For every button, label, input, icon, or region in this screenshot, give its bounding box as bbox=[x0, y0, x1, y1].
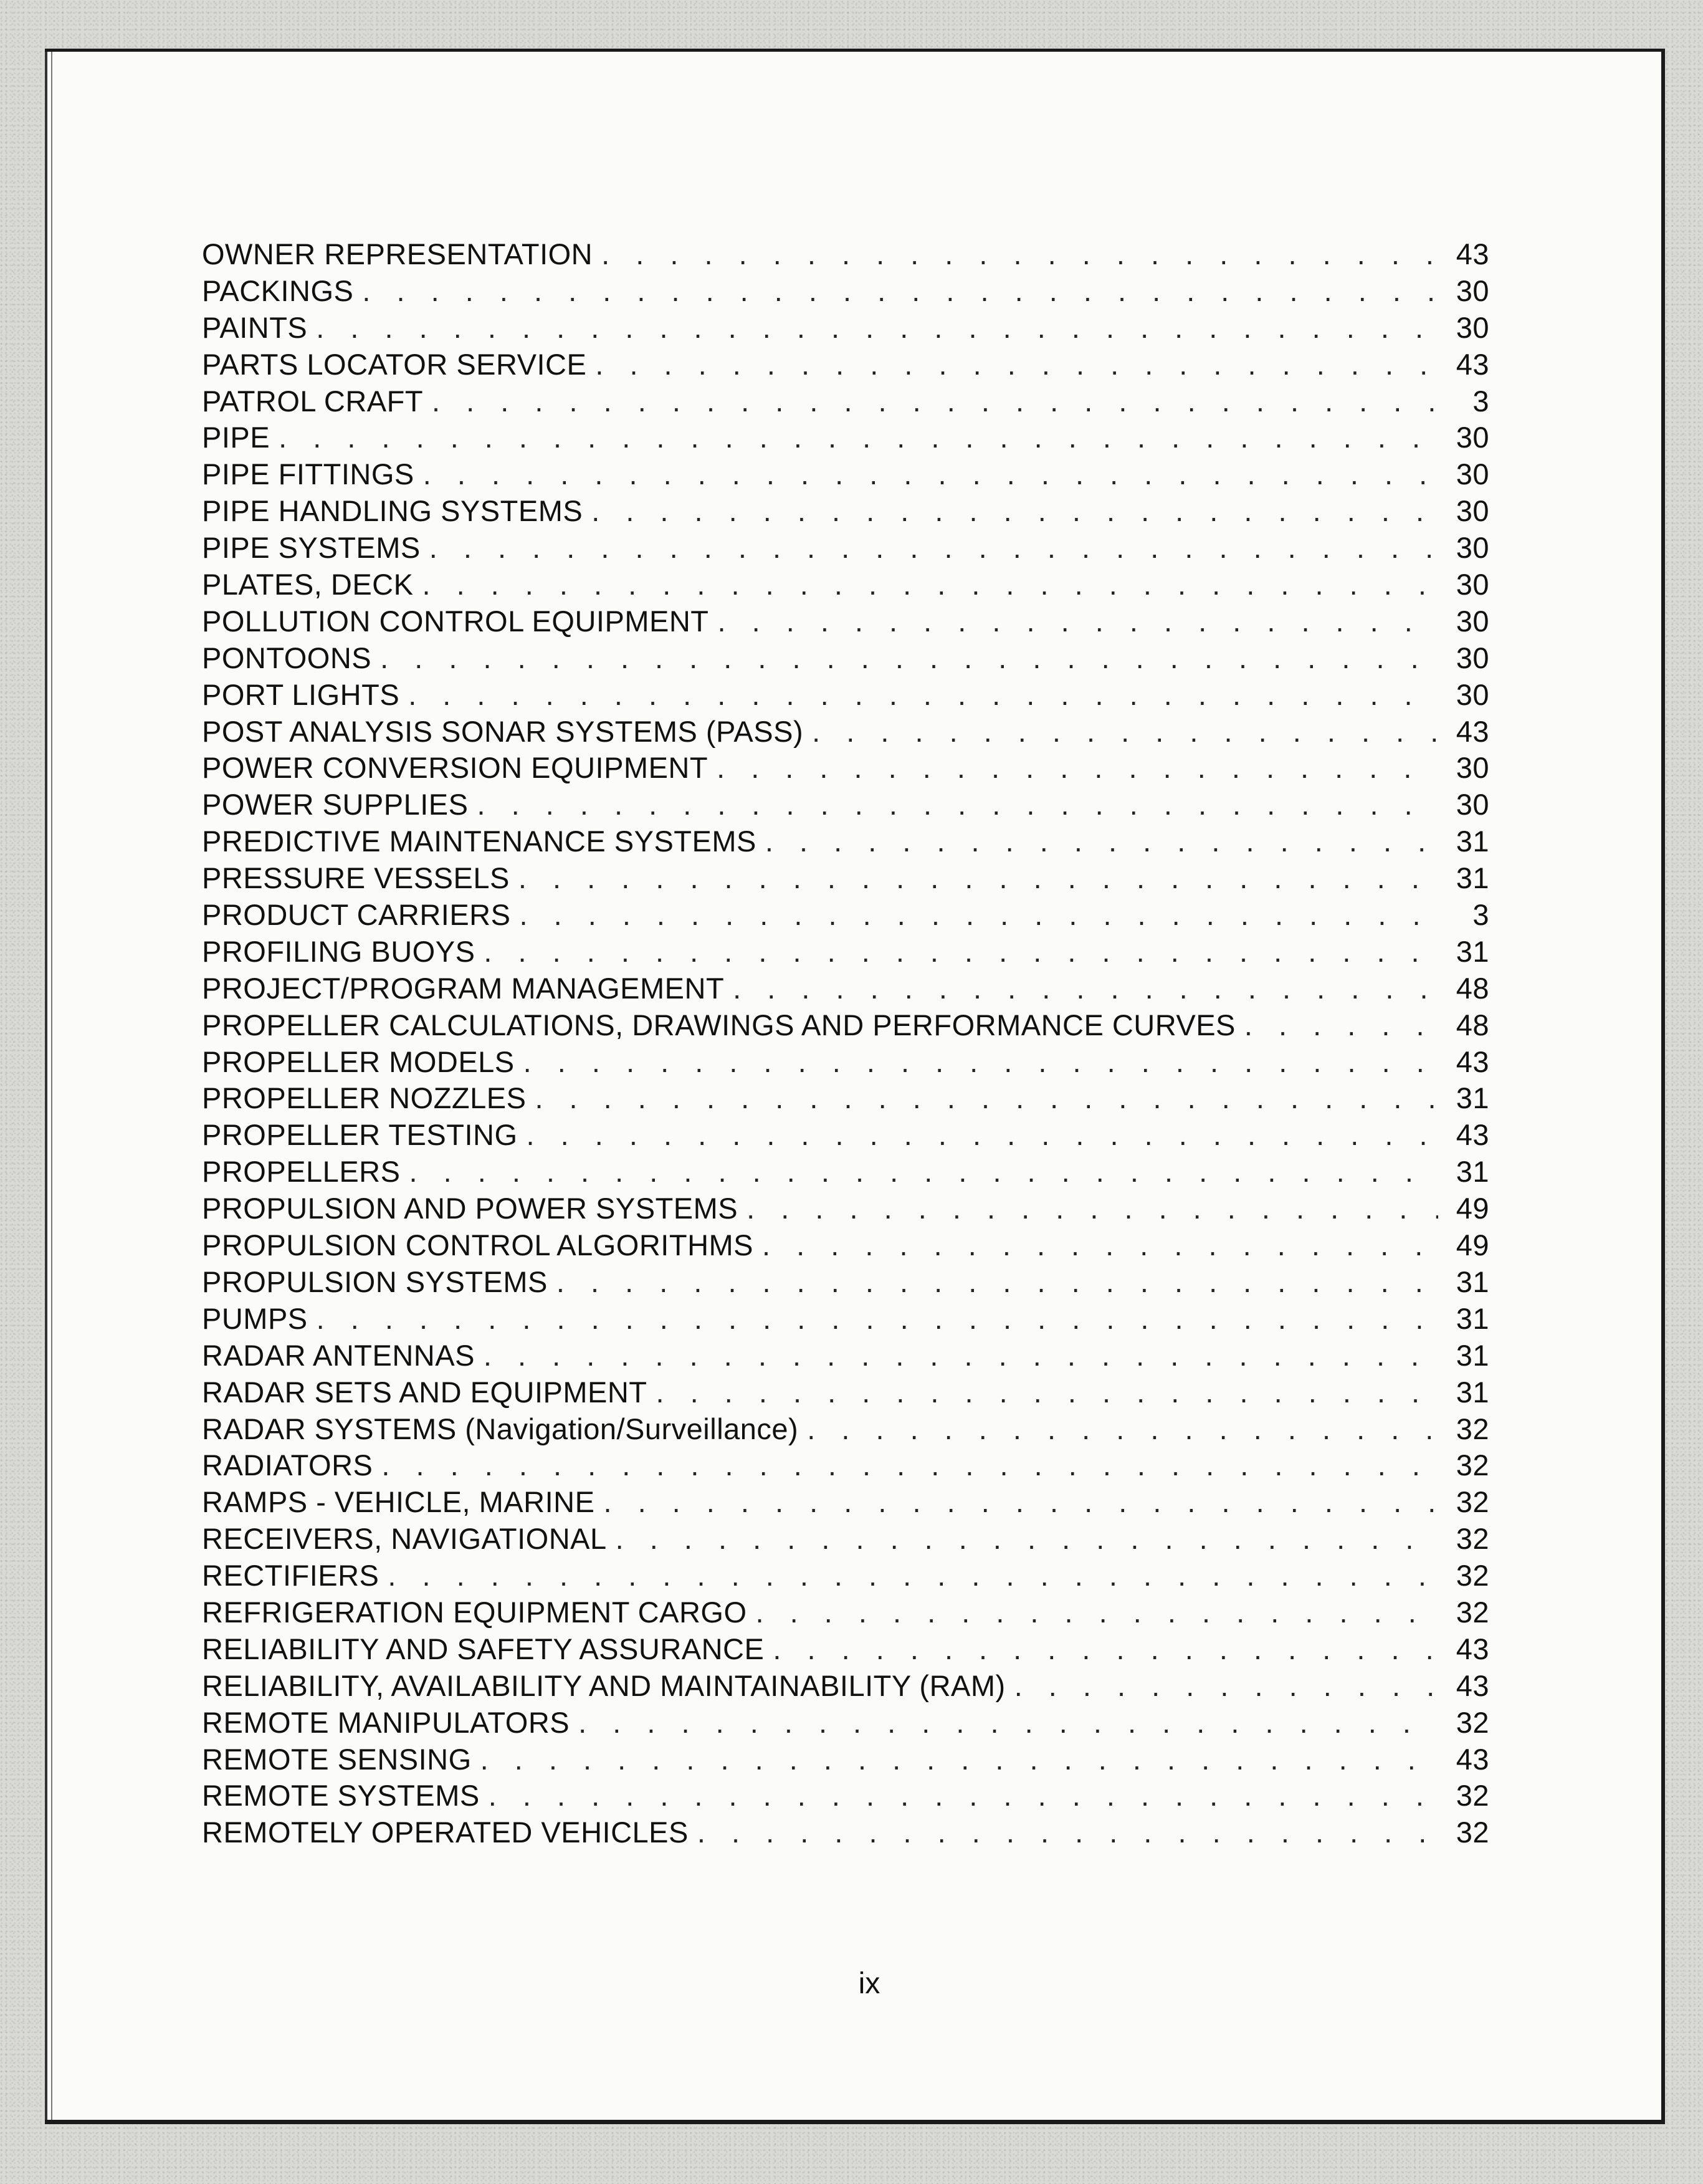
page-number: ix bbox=[858, 1967, 880, 2000]
index-entry-page-number: 32 bbox=[1456, 1595, 1489, 1629]
index-entry bbox=[202, 934, 1489, 970]
page-binding-edge bbox=[45, 52, 52, 2120]
index-entry-label: REMOTE SENSING bbox=[202, 1742, 472, 1776]
index-entry bbox=[202, 823, 1489, 860]
index-entry-label: PROPULSION SYSTEMS bbox=[202, 1265, 548, 1298]
index-entry-label: PUMPS bbox=[202, 1301, 308, 1335]
dot-leader bbox=[317, 1301, 1438, 1338]
index-entry bbox=[202, 236, 1489, 273]
dot-leader bbox=[616, 1521, 1438, 1558]
index-entry-page-number: 32 bbox=[1456, 1779, 1489, 1813]
index-entry bbox=[202, 419, 1489, 456]
index-entry bbox=[202, 1190, 1489, 1227]
index-entry bbox=[202, 567, 1489, 603]
dot-leader bbox=[380, 640, 1438, 677]
index-entry-label: RECTIFIERS bbox=[202, 1559, 379, 1593]
index-entry bbox=[202, 1631, 1489, 1668]
dot-leader bbox=[484, 934, 1438, 970]
index-entry-page-number: 30 bbox=[1456, 531, 1489, 565]
dot-leader bbox=[578, 1705, 1438, 1741]
dot-leader bbox=[523, 1044, 1438, 1081]
dot-leader bbox=[733, 970, 1438, 1007]
index-entry-label: PARTS LOCATOR SERVICE bbox=[202, 347, 587, 381]
index-entry-label: PLATES, DECK bbox=[202, 568, 414, 601]
index-entry-page-number: 48 bbox=[1456, 1008, 1489, 1042]
index-entry-label: PROPELLERS bbox=[202, 1155, 401, 1189]
index-entry-label: REFRIGERATION EQUIPMENT CARGO bbox=[202, 1595, 747, 1629]
document-page bbox=[45, 49, 1665, 2124]
index-entry bbox=[202, 1154, 1489, 1190]
dot-leader bbox=[519, 897, 1438, 934]
dot-leader bbox=[807, 1411, 1438, 1448]
index-entry-page-number: 32 bbox=[1456, 1816, 1489, 1849]
dot-leader bbox=[556, 1264, 1438, 1301]
index-list bbox=[202, 236, 1489, 1851]
index-entry-label: PROPELLER TESTING bbox=[202, 1118, 518, 1152]
index-entry bbox=[202, 1594, 1489, 1631]
index-entry-label: RECEIVERS, NAVIGATIONAL bbox=[202, 1522, 607, 1556]
index-entry-label: PROPELLER NOZZLES bbox=[202, 1081, 527, 1115]
dot-leader bbox=[656, 1374, 1439, 1411]
dot-leader bbox=[388, 1558, 1438, 1594]
dot-leader bbox=[489, 1778, 1438, 1814]
index-entry bbox=[202, 750, 1489, 787]
index-entry bbox=[202, 640, 1489, 677]
index-entry-label: RELIABILITY AND SAFETY ASSURANCE bbox=[202, 1632, 765, 1665]
index-entry-page-number: 43 bbox=[1456, 237, 1489, 271]
index-entry bbox=[202, 1227, 1489, 1264]
index-entry-label: RADAR SETS AND EQUIPMENT bbox=[202, 1375, 647, 1409]
index-entry-label: PORT LIGHTS bbox=[202, 678, 400, 711]
index-entry-label: PROPULSION AND POWER SYSTEMS bbox=[202, 1192, 738, 1225]
dot-leader bbox=[432, 383, 1438, 420]
index-entry-page-number: 32 bbox=[1456, 1522, 1489, 1556]
index-entry bbox=[202, 714, 1489, 750]
index-entry bbox=[202, 787, 1489, 823]
index-entry bbox=[202, 1668, 1489, 1705]
dot-leader bbox=[765, 823, 1438, 860]
index-entry-label: OWNER REPRESENTATION bbox=[202, 237, 593, 271]
index-entry bbox=[202, 1558, 1489, 1594]
index-entry-page-number: 31 bbox=[1456, 1301, 1489, 1335]
index-entry-page-number: 31 bbox=[1456, 825, 1489, 858]
dot-leader bbox=[423, 456, 1438, 493]
index-entry-label: PIPE bbox=[202, 421, 270, 454]
index-entry-page-number: 31 bbox=[1456, 1155, 1489, 1189]
index-entry bbox=[202, 1411, 1489, 1448]
index-entry-label: PROJECT/PROGRAM MANAGEMENT bbox=[202, 971, 725, 1005]
index-entry bbox=[202, 970, 1489, 1007]
index-entry-label: POST ANALYSIS SONAR SYSTEMS (PASS) bbox=[202, 714, 804, 748]
index-entry-page-number: 30 bbox=[1456, 751, 1489, 785]
dot-leader bbox=[535, 1080, 1438, 1117]
dot-leader bbox=[362, 273, 1438, 310]
index-entry-page-number: 43 bbox=[1456, 347, 1489, 381]
index-entry bbox=[202, 1338, 1489, 1374]
index-entry bbox=[202, 1705, 1489, 1741]
index-entry-page-number: 30 bbox=[1456, 788, 1489, 821]
index-entry-page-number: 32 bbox=[1456, 1485, 1489, 1519]
index-entry-label: PROPULSION CONTROL ALGORITHMS bbox=[202, 1228, 754, 1262]
dot-leader bbox=[279, 419, 1438, 456]
index-entry-page-number: 31 bbox=[1456, 1338, 1489, 1372]
index-entry-page-number: 30 bbox=[1456, 457, 1489, 491]
index-entry-label: RADIATORS bbox=[202, 1449, 373, 1482]
index-entry bbox=[202, 1264, 1489, 1301]
index-entry-page-number: 32 bbox=[1456, 1412, 1489, 1445]
index-entry-label: POLLUTION CONTROL EQUIPMENT bbox=[202, 604, 709, 638]
index-entry bbox=[202, 677, 1489, 714]
index-entry-page-number: 49 bbox=[1456, 1228, 1489, 1262]
dot-leader bbox=[762, 1227, 1438, 1264]
index-entry bbox=[202, 383, 1489, 420]
index-entry-page-number: 43 bbox=[1456, 714, 1489, 748]
index-entry-page-number: 32 bbox=[1456, 1449, 1489, 1482]
index-entry bbox=[202, 530, 1489, 567]
index-entry-label: PIPE SYSTEMS bbox=[202, 531, 421, 565]
index-entry bbox=[202, 1007, 1489, 1044]
dot-leader bbox=[697, 1814, 1438, 1851]
index-entry-page-number: 30 bbox=[1456, 604, 1489, 638]
dot-leader bbox=[429, 530, 1438, 567]
index-entry bbox=[202, 1447, 1489, 1484]
index-entry bbox=[202, 456, 1489, 493]
index-entry-label: PIPE HANDLING SYSTEMS bbox=[202, 494, 583, 528]
dot-leader bbox=[381, 1447, 1438, 1484]
index-entry bbox=[202, 860, 1489, 897]
index-entry bbox=[202, 347, 1489, 383]
dot-leader bbox=[812, 714, 1438, 750]
index-entry bbox=[202, 1814, 1489, 1851]
index-entry-label: PROFILING BUOYS bbox=[202, 934, 475, 968]
dot-leader bbox=[756, 1594, 1439, 1631]
index-entry-page-number: 49 bbox=[1456, 1192, 1489, 1225]
dot-leader bbox=[527, 1117, 1439, 1154]
index-entry-label: POWER SUPPLIES bbox=[202, 788, 469, 821]
index-entry-label: REMOTE SYSTEMS bbox=[202, 1779, 480, 1813]
index-entry-label: PROPELLER MODELS bbox=[202, 1045, 515, 1078]
index-entry bbox=[202, 603, 1489, 640]
dot-leader bbox=[591, 493, 1438, 530]
index-entry-page-number: 32 bbox=[1456, 1559, 1489, 1593]
index-entry-page-number: 30 bbox=[1456, 568, 1489, 601]
index-entry bbox=[202, 1521, 1489, 1558]
index-entry-label: RADAR ANTENNAS bbox=[202, 1338, 475, 1372]
index-entry-page-number: 43 bbox=[1456, 1045, 1489, 1078]
index-entry bbox=[202, 273, 1489, 310]
index-entry-label: RADAR SYSTEMS (Navigation/Surveillance) bbox=[202, 1412, 799, 1445]
index-entry-page-number: 3 bbox=[1472, 384, 1489, 418]
index-entry-label: PRESSURE VESSELS bbox=[202, 861, 510, 895]
index-entry bbox=[202, 897, 1489, 934]
index-entry-label: REMOTE MANIPULATORS bbox=[202, 1705, 570, 1739]
index-entry-page-number: 31 bbox=[1456, 934, 1489, 968]
index-entry-page-number: 31 bbox=[1456, 1375, 1489, 1409]
index-entry-page-number: 30 bbox=[1456, 421, 1489, 454]
dot-leader bbox=[477, 787, 1439, 823]
index-entry-page-number: 30 bbox=[1456, 274, 1489, 307]
dot-leader bbox=[717, 603, 1438, 640]
dot-leader bbox=[595, 347, 1438, 383]
index-entry-page-number: 31 bbox=[1456, 861, 1489, 895]
index-entry-page-number: 3 bbox=[1472, 898, 1489, 932]
index-entry-label: RAMPS - VEHICLE, MARINE bbox=[202, 1485, 595, 1519]
index-entry-page-number: 30 bbox=[1456, 641, 1489, 674]
index-entry bbox=[202, 493, 1489, 530]
index-entry bbox=[202, 1741, 1489, 1778]
index-entry-label: PRODUCT CARRIERS bbox=[202, 898, 511, 932]
index-entry-page-number: 48 bbox=[1456, 971, 1489, 1005]
index-entry bbox=[202, 1044, 1489, 1081]
dot-leader bbox=[773, 1631, 1438, 1668]
dot-leader bbox=[409, 1154, 1438, 1190]
dot-leader bbox=[717, 750, 1438, 787]
dot-leader bbox=[316, 310, 1438, 347]
dot-leader bbox=[601, 236, 1438, 273]
dot-leader bbox=[408, 677, 1438, 714]
index-entry-label: POWER CONVERSION EQUIPMENT bbox=[202, 751, 708, 785]
index-entry-label: PAINTS bbox=[202, 310, 308, 344]
index-entry bbox=[202, 1301, 1489, 1338]
index-entry-page-number: 31 bbox=[1456, 1265, 1489, 1298]
dot-leader bbox=[1244, 1007, 1438, 1044]
index-entry-page-number: 43 bbox=[1456, 1118, 1489, 1152]
index-entry-label: PACKINGS bbox=[202, 274, 354, 307]
index-entry-page-number: 30 bbox=[1456, 678, 1489, 711]
index-entry bbox=[202, 1117, 1489, 1154]
index-entry-label: PREDICTIVE MAINTENANCE SYSTEMS bbox=[202, 825, 756, 858]
index-entry bbox=[202, 1080, 1489, 1117]
index-entry-page-number: 43 bbox=[1456, 1669, 1489, 1702]
index-entry-page-number: 31 bbox=[1456, 1081, 1489, 1115]
dot-leader bbox=[1014, 1668, 1438, 1705]
dot-leader bbox=[747, 1190, 1438, 1227]
dot-leader bbox=[480, 1741, 1438, 1778]
index-entry bbox=[202, 310, 1489, 347]
dot-leader bbox=[484, 1338, 1438, 1374]
index-entry-label: PIPE FITTINGS bbox=[202, 457, 414, 491]
index-entry-page-number: 43 bbox=[1456, 1632, 1489, 1665]
index-entry bbox=[202, 1374, 1489, 1411]
index-entry-label: REMOTELY OPERATED VEHICLES bbox=[202, 1816, 689, 1849]
index-entry-label: PATROL CRAFT bbox=[202, 384, 424, 418]
index-entry-page-number: 30 bbox=[1456, 494, 1489, 528]
index-entry-page-number: 32 bbox=[1456, 1705, 1489, 1739]
index-entry-label: RELIABILITY, AVAILABILITY AND MAINTAINABILITY (RAM) bbox=[202, 1669, 1006, 1702]
index-entry bbox=[202, 1778, 1489, 1814]
index-entry-page-number: 43 bbox=[1456, 1742, 1489, 1776]
index-entry-page-number: 30 bbox=[1456, 310, 1489, 344]
dot-leader bbox=[422, 567, 1438, 603]
index-entry bbox=[202, 1484, 1489, 1521]
dot-leader bbox=[518, 860, 1438, 897]
dot-leader bbox=[603, 1484, 1438, 1521]
index-entry-label: PONTOONS bbox=[202, 641, 372, 674]
index-entry-label: PROPELLER CALCULATIONS, DRAWINGS AND PERFORMANCE CURVES bbox=[202, 1008, 1236, 1042]
